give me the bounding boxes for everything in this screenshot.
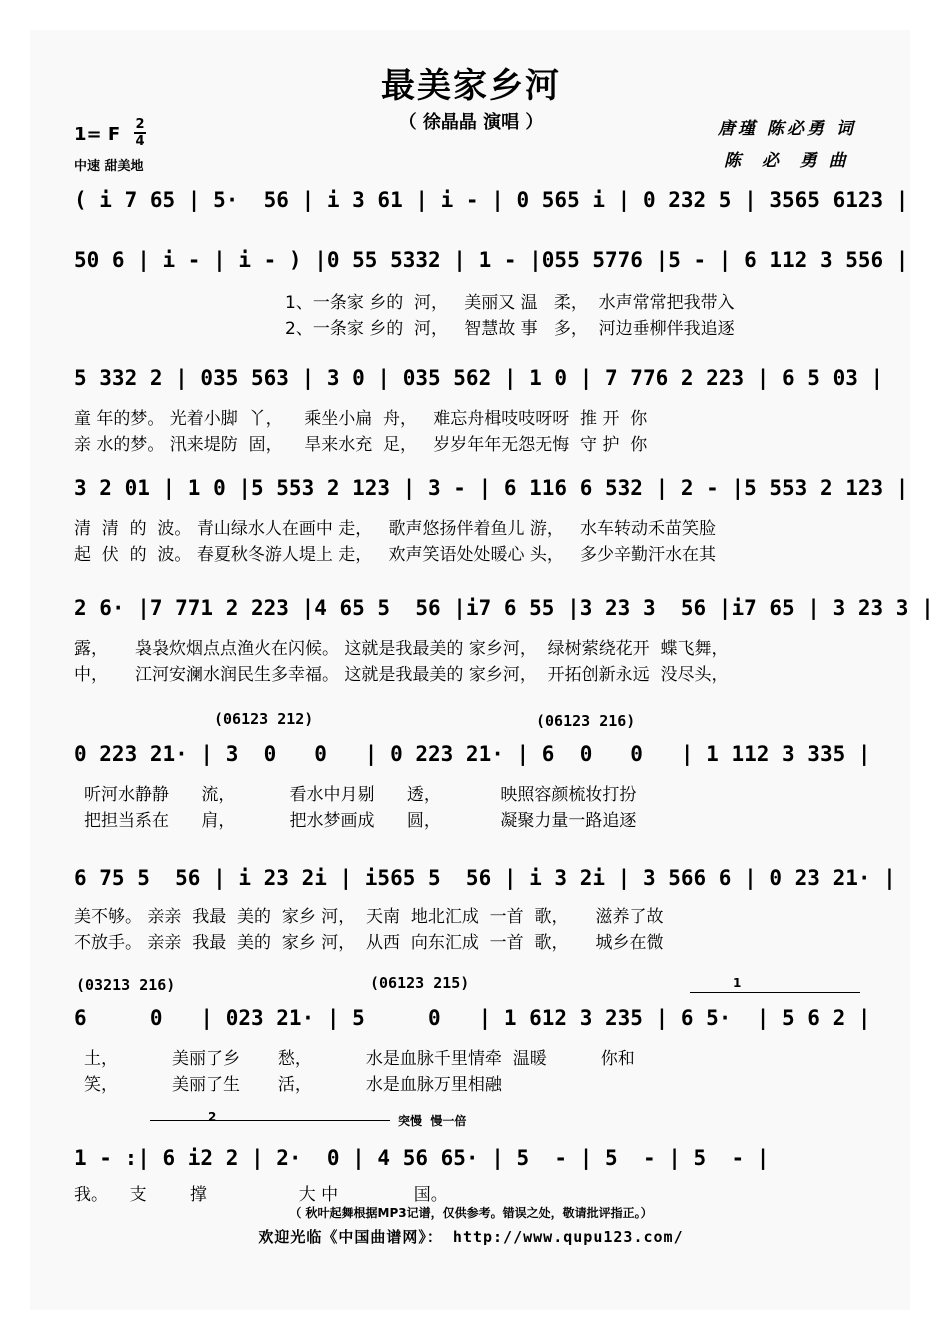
performer: （ 徐晶晶 演唱 ） (398, 112, 544, 133)
tempo-marking: 中速 甜美地 (74, 159, 144, 174)
lyric-row-4-verse-2: 起 伏 的 波。 春夏秋冬游人堤上 走， 欢声笑语处处暖心 头， 多少辛勤汗水在其 (74, 545, 717, 565)
time-signature (134, 117, 146, 149)
lyric-row-2-verse-1: 1、一条家 乡的 河， 美丽又 温 柔， 水声常常把我带入 (285, 293, 735, 313)
notation-row-5: 2 6· |7 771 2 223 |4 65 5 56 |i7 6 55 |3 23 3 56 |i7 65 | 3 23 3 | (74, 596, 934, 620)
parenthetical-notes-4: (06123 215) (370, 974, 470, 992)
lyric-row-7-verse-1: 美不够。 亲亲 我最 美的 家乡 河， 天南 地北汇成 一首 歌， 滋养了故 (74, 907, 664, 927)
notation-row-2: 50 6 | i - | i - ) |0 55 5332 | 1 - |055 5776 |5 - | 6 112 3 556 | (74, 248, 909, 272)
lyric-row-8-verse-1: 土， 美丽了乡 愁， 水是血脉千里情牵 温暖 你和 (84, 1049, 635, 1069)
lyric-row-3-verse-2: 亲 水的梦。 汛来堤防 固， 旱来水充 足， 岁岁年年无怨无悔 守 护 你 (74, 435, 648, 455)
notation-row-7: 6 75 5 56 | i 23 2i | i565 5 56 | i 3 2i | 3 566 6 | 0 23 21· | (74, 866, 896, 890)
transcription-note: （ 秋叶起舞根据MP3记谱，仅供参考。错误之处，敬请批评指正。） (289, 1206, 653, 1220)
lyric-row-2-verse-2: 2、一条家 乡的 河， 智慧故 事 多， 河边垂柳伴我追逐 (285, 319, 735, 339)
lyric-row-8-verse-2: 笑， 美丽了生 活， 水是血脉万里相融 (84, 1075, 502, 1095)
lyric-row-5-verse-2: 中， 江河安澜水润民生多幸福。 这就是我最美的 家乡河， 开拓创新永远 没尽头， (74, 665, 729, 685)
notation-row-4: 3 2 01 | 1 0 |5 553 2 123 | 3 - | 6 116 6 532 | 2 - |5 553 2 123 | (74, 476, 909, 500)
lyric-row-5-verse-1: 露， 袅袅炊烟点点渔火在闪候。 这就是我最美的 家乡河， 绿树萦绕花开 蝶飞舞， (74, 639, 729, 659)
site-welcome: 欢迎光临《中国曲谱网》： http://www.qupu123.com/ (258, 1228, 684, 1246)
notation-row-1: ( i 7 65 | 5· 56 | i 3 61 | i - | 0 565 i | 0 232 5 | 3565 6123 | (74, 188, 909, 212)
ritardando-marking: 突慢 慢一倍 (398, 1114, 467, 1128)
lyric-row-7-verse-2: 不放手。 亲亲 我最 美的 家乡 河， 从西 向东汇成 一首 歌， 城乡在微 (74, 933, 664, 953)
notation-row-9: 1 - :| 6 i2 2 | 2· 0 | 4 56 65· | 5 - | 5 - | 5 - | (74, 1146, 770, 1170)
time-sig-bottom: 4 (135, 134, 145, 149)
time-sig-top: 2 (135, 117, 145, 132)
composer-credit: 陈 必 勇 曲 (724, 151, 849, 171)
song-title: 最美家乡河 (381, 66, 561, 106)
lyricist-credit: 唐瑾 陈必勇 词 (718, 119, 856, 139)
volta-2-label: 2 (208, 1110, 217, 1124)
notation-row-3: 5 332 2 | 035 563 | 3 0 | 035 562 | 1 0 | 7 776 2 223 | 6 5 03 | (74, 366, 884, 390)
volta-1-label: 1 (733, 976, 742, 990)
parenthetical-notes-2: (06123 216) (536, 712, 636, 730)
lyric-row-3-verse-1: 童 年的梦。 光着小脚 丫， 乘坐小扁 舟， 难忘舟楫吱吱呀呀 推 开 你 (74, 409, 648, 429)
lyric-row-6-verse-1: 听河水静静 流， 看水中月剔 透， 映照容颜梳妆打扮 (84, 785, 637, 805)
notation-row-8: 6 0 | 023 21· | 5 0 | 1 612 3 235 | 6 5· | 5 6 2 | (74, 1006, 871, 1030)
parenthetical-notes-1: (06123 212) (214, 710, 314, 728)
lyric-row-9: 我。 支 撑 大 中 国。 (74, 1185, 448, 1205)
volta-1-bracket (690, 992, 860, 993)
parenthetical-notes-3: (03213 216) (76, 976, 176, 994)
volta-2-bracket (150, 1120, 390, 1121)
lyric-row-6-verse-2: 把担当系在 肩， 把水梦画成 圆， 凝聚力量一路追逐 (84, 811, 637, 831)
notation-row-6: 0 223 21· | 3 0 0 | 0 223 21· | 6 0 0 | 1 112 3 335 | (74, 742, 871, 766)
lyric-row-4-verse-1: 清 清 的 波。 青山绿水人在画中 走， 歌声悠扬伴着鱼儿 游， 水车转动禾苗笑脸 (74, 519, 717, 539)
key-signature: 1= F (74, 124, 121, 145)
